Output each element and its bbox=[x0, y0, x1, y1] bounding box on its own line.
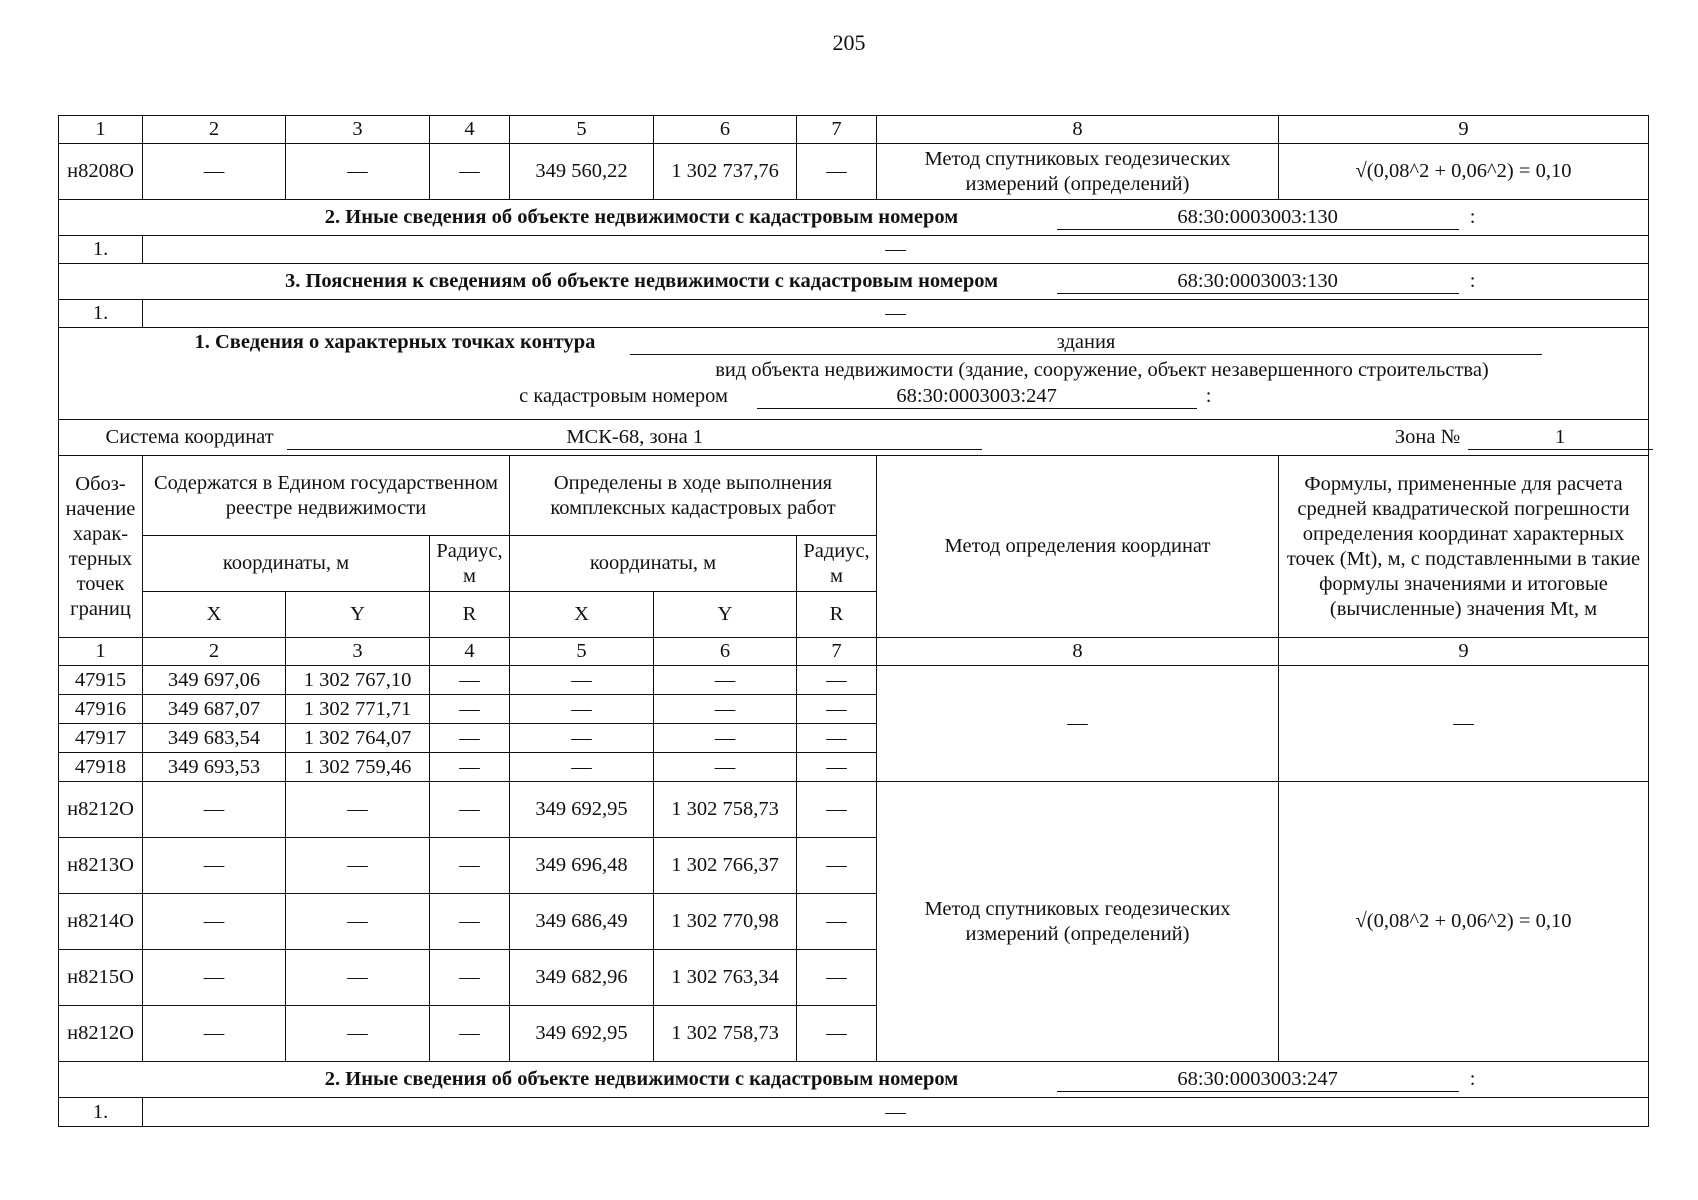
formula-cell: √(0,08^2 + 0,06^2) = 0,10 bbox=[1279, 782, 1649, 1062]
coord-x2: — bbox=[510, 753, 654, 782]
radius2: — bbox=[797, 724, 877, 753]
coord-x: 349 683,54 bbox=[143, 724, 286, 753]
coord-y2: 1 302 758,73 bbox=[654, 1006, 797, 1062]
coord-x: — bbox=[143, 894, 286, 950]
coord-y: 1 302 764,07 bbox=[286, 724, 430, 753]
header-formula: Формулы, примененные для расчета средней квадратической погрешности определения координат характерных точек (Mt), м, с подставленными в такие формулы значениями и итоговые (вычисленные) значения Mt, м bbox=[1279, 456, 1649, 638]
cadastral-table bbox=[58, 115, 1649, 1127]
table-row bbox=[59, 1098, 1649, 1127]
radius: — bbox=[430, 666, 510, 695]
cadastral-number: 68:30:0003003:130 bbox=[1057, 205, 1459, 230]
page-number: 205 bbox=[832, 30, 866, 55]
coord-x2: 349 682,96 bbox=[510, 950, 654, 1006]
coord-x: 349 693,53 bbox=[143, 753, 286, 782]
radius: — bbox=[430, 724, 510, 753]
radius: — bbox=[430, 753, 510, 782]
coord-x2: 349 692,95 bbox=[510, 782, 654, 838]
coord-system: МСК-68, зона 1 bbox=[287, 425, 982, 450]
coord-y2: — bbox=[654, 666, 797, 695]
row-number: 1. bbox=[59, 300, 143, 328]
col-number: 5 bbox=[510, 116, 654, 144]
coord-x: — bbox=[143, 782, 286, 838]
section-2-b-header bbox=[59, 1062, 1649, 1098]
radius: — bbox=[430, 894, 510, 950]
cell-value: — bbox=[286, 144, 430, 200]
colon: : bbox=[1469, 1068, 1476, 1090]
coord-y: 1 302 759,46 bbox=[286, 753, 430, 782]
row-value: — bbox=[143, 300, 1649, 328]
cad-label: с кадастровым номером bbox=[519, 385, 728, 407]
coord-x: — bbox=[143, 950, 286, 1006]
formula-cell: — bbox=[1279, 666, 1649, 782]
object-type-caption: вид объекта недвижимости (здание, сооружение, объект незавершенного строительства) bbox=[715, 359, 1489, 381]
col-number: 1 bbox=[59, 638, 143, 666]
header-y: Y bbox=[286, 592, 430, 638]
radius: — bbox=[430, 782, 510, 838]
coord-y: — bbox=[286, 782, 430, 838]
coord-x2: 349 686,49 bbox=[510, 894, 654, 950]
col-number: 8 bbox=[877, 116, 1279, 144]
formula-cell: √(0,08^2 + 0,06^2) = 0,10 bbox=[1279, 144, 1649, 200]
row-number: 1. bbox=[59, 236, 143, 264]
radius: — bbox=[430, 950, 510, 1006]
coord-x: 349 687,07 bbox=[143, 695, 286, 724]
table-row bbox=[59, 782, 1649, 838]
coord-y: — bbox=[286, 894, 430, 950]
coord-x: 349 560,22 bbox=[510, 144, 654, 200]
coord-y2: 1 302 758,73 bbox=[654, 782, 797, 838]
col-number: 4 bbox=[430, 116, 510, 144]
point-id: 47915 bbox=[59, 666, 143, 695]
column-numbers-row bbox=[59, 638, 1649, 666]
row-value: — bbox=[143, 236, 1649, 264]
row-value: — bbox=[143, 1098, 1649, 1127]
header-y: Y bbox=[654, 592, 797, 638]
object-type: здания bbox=[630, 330, 1542, 355]
colon: : bbox=[1469, 270, 1476, 292]
coord-x2: — bbox=[510, 695, 654, 724]
header-r: R bbox=[430, 592, 510, 638]
table-row bbox=[59, 236, 1649, 264]
col-number: 3 bbox=[286, 638, 430, 666]
radius2: — bbox=[797, 666, 877, 695]
col-number: 7 bbox=[797, 116, 877, 144]
col-number: 2 bbox=[143, 116, 286, 144]
column-numbers-row bbox=[59, 116, 1649, 144]
header-coords: координаты, м bbox=[510, 536, 797, 592]
header-row-1 bbox=[59, 456, 1649, 536]
section-title: 1. Сведения о характерных точках контура bbox=[194, 331, 596, 353]
table-row bbox=[59, 144, 1649, 200]
method-cell: Метод спутниковых геодезических измерений (определений) bbox=[877, 144, 1279, 200]
table-row bbox=[59, 300, 1649, 328]
header-coords: координаты, м bbox=[143, 536, 430, 592]
header-point-designation: Обоз-начение харак-терных точек границ bbox=[59, 456, 143, 638]
radius2: — bbox=[797, 782, 877, 838]
point-id: н8208О bbox=[59, 144, 143, 200]
header-r: R bbox=[797, 592, 877, 638]
radius2: — bbox=[797, 753, 877, 782]
point-id: 47917 bbox=[59, 724, 143, 753]
coord-x2: — bbox=[510, 724, 654, 753]
col-number: 5 bbox=[510, 638, 654, 666]
coord-y2: 1 302 763,34 bbox=[654, 950, 797, 1006]
point-id: 47916 bbox=[59, 695, 143, 724]
zone-label: Зона № bbox=[1394, 426, 1461, 448]
coord-y2: 1 302 770,98 bbox=[654, 894, 797, 950]
section-title: 2. Иные сведения об объекте недвижимости с кадастровым номером bbox=[324, 206, 959, 228]
col-number: 6 bbox=[654, 116, 797, 144]
coord-x: — bbox=[143, 1006, 286, 1062]
header-egrn: Содержатся в Едином государственном реестре недвижимости bbox=[143, 456, 510, 536]
cell-value: — bbox=[143, 144, 286, 200]
colon: : bbox=[1205, 385, 1212, 407]
row-number: 1. bbox=[59, 1098, 143, 1127]
method-cell: — bbox=[877, 666, 1279, 782]
col-number: 7 bbox=[797, 638, 877, 666]
method-cell: Метод спутниковых геодезических измерений (определений) bbox=[877, 782, 1279, 1062]
zone-number: 1 bbox=[1468, 425, 1653, 450]
coord-y: 1 302 767,10 bbox=[286, 666, 430, 695]
coord-y2: 1 302 766,37 bbox=[654, 838, 797, 894]
coord-y2: — bbox=[654, 695, 797, 724]
radius2: — bbox=[797, 838, 877, 894]
coord-x: — bbox=[143, 838, 286, 894]
cadastral-number: 68:30:0003003:130 bbox=[1057, 269, 1459, 294]
section-title: 3. Пояснения к сведениям об объекте недвижимости с кадастровым номером bbox=[284, 270, 999, 292]
radius2: — bbox=[797, 695, 877, 724]
col-number: 3 bbox=[286, 116, 430, 144]
radius: — bbox=[430, 695, 510, 724]
coord-x2: — bbox=[510, 666, 654, 695]
section-2-a-header bbox=[59, 200, 1649, 236]
col-number: 4 bbox=[430, 638, 510, 666]
header-method: Метод определения координат bbox=[877, 456, 1279, 638]
colon: : bbox=[1469, 206, 1476, 228]
radius2: — bbox=[797, 950, 877, 1006]
coord-y: — bbox=[286, 1006, 430, 1062]
cadastral-number: 68:30:0003003:247 bbox=[757, 384, 1197, 409]
header-x: X bbox=[510, 592, 654, 638]
radius2: — bbox=[797, 1006, 877, 1062]
point-id: н8212О bbox=[59, 782, 143, 838]
header-complex-works: Определены в ходе выполнения комплексных кадастровых работ bbox=[510, 456, 877, 536]
coord-x: 349 697,06 bbox=[143, 666, 286, 695]
coord-x2: 349 696,48 bbox=[510, 838, 654, 894]
coord-y: — bbox=[286, 950, 430, 1006]
col-number: 8 bbox=[877, 638, 1279, 666]
radius: — bbox=[430, 1006, 510, 1062]
point-id: н8215О bbox=[59, 950, 143, 1006]
col-number: 1 bbox=[59, 116, 143, 144]
point-id: н8214О bbox=[59, 894, 143, 950]
coord-y: 1 302 737,76 bbox=[654, 144, 797, 200]
coord-system-row bbox=[59, 420, 1649, 456]
radius: — bbox=[430, 838, 510, 894]
coord-y: — bbox=[286, 838, 430, 894]
cadastral-number: 68:30:0003003:247 bbox=[1057, 1067, 1459, 1092]
col-number: 9 bbox=[1279, 638, 1649, 666]
point-id: н8213О bbox=[59, 838, 143, 894]
cell-value: — bbox=[797, 144, 877, 200]
col-number: 2 bbox=[143, 638, 286, 666]
point-id: 47918 bbox=[59, 753, 143, 782]
header-radius: Радиус, м bbox=[430, 536, 510, 592]
section-title: 2. Иные сведения об объекте недвижимости с кадастровым номером bbox=[324, 1068, 959, 1090]
header-radius: Радиус, м bbox=[797, 536, 877, 592]
section-3-a-header bbox=[59, 264, 1649, 300]
header-x: X bbox=[143, 592, 286, 638]
col-number: 6 bbox=[654, 638, 797, 666]
point-id: н8212О bbox=[59, 1006, 143, 1062]
section-1-header bbox=[59, 328, 1649, 420]
table-row bbox=[59, 666, 1649, 695]
coord-y2: — bbox=[654, 753, 797, 782]
coord-x2: 349 692,95 bbox=[510, 1006, 654, 1062]
coord-y2: — bbox=[654, 724, 797, 753]
radius2: — bbox=[797, 894, 877, 950]
coord-system-label: Система координат bbox=[105, 426, 274, 448]
cell-value: — bbox=[430, 144, 510, 200]
col-number: 9 bbox=[1279, 116, 1649, 144]
coord-y: 1 302 771,71 bbox=[286, 695, 430, 724]
